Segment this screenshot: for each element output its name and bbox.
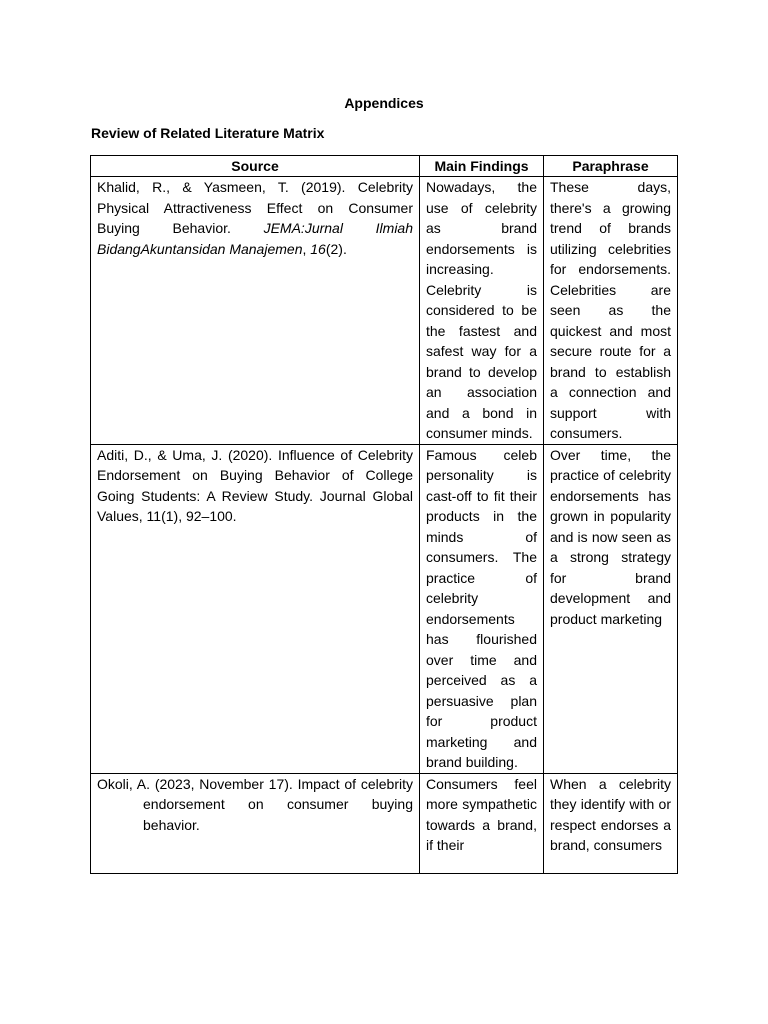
table-header-row: [91, 156, 678, 177]
source-cell: [91, 444, 420, 773]
source-cell-content: [97, 774, 413, 873]
citation: [97, 177, 413, 259]
paraphrase-cell-content: When a celebrity they identify with or respect endorses a brand, consumers: [550, 775, 671, 853]
findings-cell: Famous celeb personality is cast-off to fit their products in the minds of consumers. The practice of celebrity endorsements has flourished over time and perceived as a persuasive plan for product marketing and brand building.: [420, 444, 544, 773]
paraphrase-cell: [544, 773, 678, 873]
citation-journal: JEMA:Jurnal Ilmiah BidangAkuntansidan Manajemen: [97, 220, 413, 257]
header-paraphrase: Paraphrase: [544, 156, 678, 177]
findings-cell-content: Consumers feel more sympathetic towards a brand, if their: [426, 775, 537, 853]
citation-issue: (2).: [325, 240, 347, 257]
source-cell: [91, 177, 420, 445]
paraphrase-cell: Over time, the practice of celebrity endorsements has grown in popularity and is now seen as a strong strategy for brand development and product marketing: [544, 444, 678, 773]
section-subtitle: Review of Related Literature Matrix: [91, 125, 325, 141]
citation-separator: ,: [302, 240, 311, 257]
paraphrase-cell: These days, there's a growing trend of brands utilizing celebrities for endorsements. Celebrities are seen as the quickest and most secure route for a brand to establish a connection and support with consumers.: [544, 177, 678, 445]
page-title: Appendices: [344, 95, 424, 111]
table-row: [91, 177, 678, 445]
citation-authors-title: Khalid, R., & Yasmeen, T. (2019). Celebrity Physical Attractiveness Effect on Consumer Buying Behavior.: [97, 179, 413, 236]
findings-cell: Nowadays, the use of celebrity as brand endorsements is increasing. Celebrity is considered to be the fastest and safest way for a brand to develop an association and a bond in consumer minds.: [420, 177, 544, 445]
header-source: Source: [91, 156, 420, 177]
findings-cell: [420, 773, 544, 873]
header-main-findings: Main Findings: [420, 156, 544, 177]
source-cell: [91, 773, 420, 873]
table-row: [91, 444, 678, 773]
citation: Aditi, D., & Uma, J. (2020). Influence of Celebrity Endorsement on Buying Behavior of College Going Students: A Review Study. Journal Global Values, 11(1), 92–100.: [97, 446, 413, 524]
citation-volume: 16: [310, 240, 326, 257]
citation: Okoli, A. (2023, November 17). Impact of celebrity endorsement on consumer buying behavior.: [97, 775, 413, 833]
literature-matrix-table: [90, 155, 678, 874]
table-row: [91, 773, 678, 873]
